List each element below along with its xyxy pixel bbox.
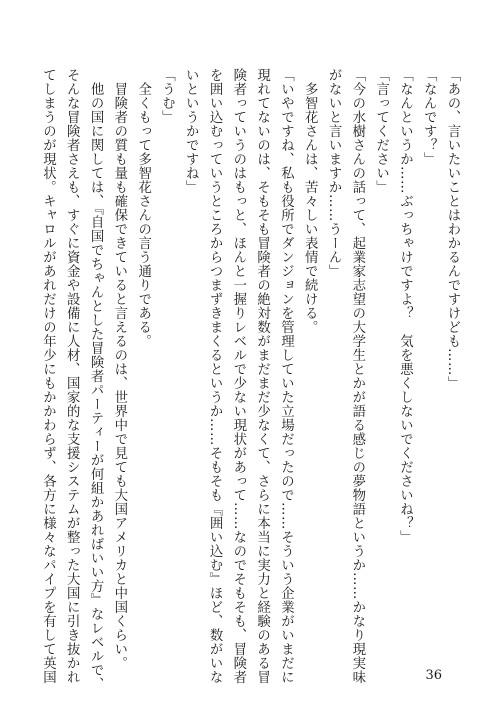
text-line: 多智花さんは、苦々しい表情で続ける。 bbox=[302, 68, 318, 334]
text-line: がないと言いますか……うーん」 bbox=[326, 68, 342, 278]
text-line: 「あの、言いたいことはわかるんですけども……」 bbox=[445, 68, 460, 390]
text-line: そんな冒険者さえも、すぐに資金や設備に人材、国家的な支援システムが整った大国に引き抜かれ bbox=[64, 68, 80, 684]
text-line: てしまうのが現状。キャロルがあれだけの年少にもかかわらず、各方に様々なパイプを有して英国 bbox=[40, 68, 56, 684]
text-line: いというかですね」 bbox=[183, 68, 199, 194]
text-line: 険者っていうのはもっと、ほんと一握りレベルで少ない現状があって……なのでそもそも、冒険者 bbox=[230, 68, 246, 684]
text-line: 「うむ」 bbox=[159, 68, 175, 124]
text-line: 現れてないのは、そもそも冒険者の絶対数がまだまだ少なくて、さらに本当に実力と経験のある冒 bbox=[254, 68, 270, 684]
page-number: 36 bbox=[425, 668, 442, 683]
text-line: 「言ってください」 bbox=[373, 68, 389, 194]
text-line: 「今の水樹さんの話って、起業家志望の大学生とかが語る感じの夢物語というか……かなり現実味 bbox=[349, 68, 365, 684]
text-line: 「なんというか……ぶっちゃけですよ？ 気を悪くしないでくださいね？」 bbox=[397, 68, 413, 544]
text-line: を囲い込むっていうところからつまずきまくるというか……そもそも『囲い込む』ほど、数がいな bbox=[207, 68, 223, 684]
text-line: 全くもって多智花さんの言う通りである。 bbox=[135, 68, 151, 348]
text-line: 冒険者の質も量も確保できていると言えるのは、世界中で見ても大国アメリカと中国くらい。 bbox=[111, 68, 127, 670]
text-line: 「なんです？」 bbox=[421, 68, 437, 166]
text-line: 他の国に関しては、『自国でちゃんとした冒険者パーティーが何組かあればいい方』なレベルで、 bbox=[88, 68, 104, 692]
text-line: 「いやですね、私も役所でダンジョンを管理していた立場だったので……そういう企業がいまだに bbox=[278, 68, 294, 684]
